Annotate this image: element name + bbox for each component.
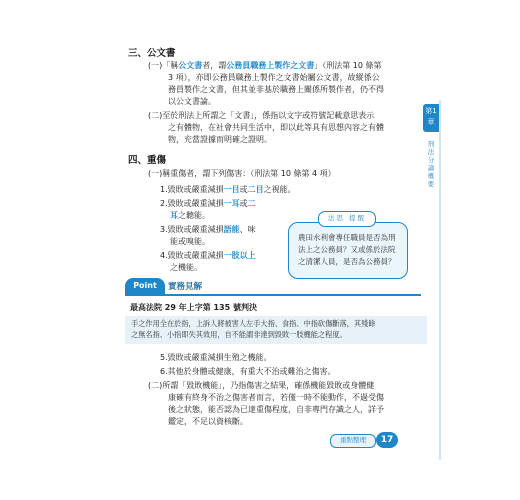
point-divider — [125, 294, 421, 296]
case-body-line-1: 手之作用全在於指，上訴人將被害人左手大指、食指、中指砍傷斷落，其殘餘 — [131, 319, 376, 328]
case-body — [125, 316, 427, 344]
injury-list-item-3-cont: 能或嗅能。 — [170, 237, 210, 246]
callout-text: 農田水利會專任職員是否為刑法上之公務員？又或係於法院之清潔人員，是否為公務員？ — [298, 233, 396, 266]
chapter-tab[interactable]: 第1章 — [423, 104, 439, 132]
section-4-item-2-line-4: 鑑定，不足以資核斷。 — [168, 417, 248, 426]
injury-list-item-4-cont: 之機能。 — [170, 263, 202, 272]
section-3-item-2-line-1: (二)至於刑法上所謂之「文書」，係指以文字或符號記載意思表示 — [148, 111, 375, 120]
case-heading: 最高法院 29 年上字第 135 號判決 — [130, 303, 257, 312]
section-3-title: 三、公文書 — [128, 48, 176, 59]
injury-list-item-5: 5.毀敗或嚴重減損生殖之機能。 — [160, 353, 272, 362]
section-3-item-2-line-2: 之有體物，在社會共同生活中，即以此等具有思想內容之有體 — [168, 123, 384, 132]
section-4-item-2-line-1: (二)所謂「毀敗機能」，乃指傷害之結果，確係機能毀敗或身體健 — [148, 381, 375, 390]
section-3-item-1-line-2: 3 項），亦即公務員職務上製作之文書始屬公文書，故縱係公 — [168, 73, 380, 82]
point-title: 實務見解 — [168, 282, 203, 292]
callout-tag: 法思 提醒 — [318, 211, 376, 227]
section-4-item-1: (一)稱重傷者，謂下列傷害：（刑法第 10 條第 4 項） — [148, 169, 336, 178]
section-4-title: 四、重傷 — [128, 155, 167, 166]
sidebar-rule — [439, 100, 441, 460]
point-badge: Point — [125, 278, 165, 294]
section-3-item-2-line-3: 物，充當證據而明確之證明。 — [168, 135, 272, 144]
injury-list-item-1: 1.毀敗或嚴重減損一目或二目之視能。 — [160, 185, 296, 194]
page-number: 17 — [376, 432, 398, 448]
case-body-line-2: 之無名指、小指即失其效用，自不能謂非達到毀敗一肢機能之程度。 — [131, 330, 347, 339]
injury-list-item-6: 6.其他於身體或健康，有重大不治或難治之傷害。 — [160, 367, 336, 376]
section-3-item-1-line-3: 務員製作之文書，但其並非基於職務上關係所製作者，仍不得 — [168, 85, 384, 94]
injury-list-item-2: 2.毀敗或嚴重減損一耳或二 — [160, 199, 256, 208]
section-3-item-1-line-1: (一)「稱公文書者，謂公務員職務上製作之文書」（刑法第 10 條第 — [148, 61, 382, 70]
footer-label: 重點整理 — [330, 434, 376, 448]
chapter-side-text: 刑法分論概要 — [427, 140, 435, 188]
injury-list-item-4: 4.毀敗或嚴重減損一肢以上 — [160, 251, 256, 260]
section-3-item-1-line-4: 以公文書論。 — [168, 97, 216, 106]
section-4-item-2-line-2: 康確有終身不治之傷害者而言，若僅一時不能動作，不過受傷 — [168, 393, 384, 402]
section-4-item-2-line-3: 後之狀態，能否認為已達重傷程度，自非專門存識之人，詳予 — [168, 405, 384, 414]
injury-list-item-2-cont: 耳之聽能。 — [170, 211, 210, 220]
injury-list-item-3: 3.毀敗或嚴重減損語能、味 — [160, 225, 256, 234]
